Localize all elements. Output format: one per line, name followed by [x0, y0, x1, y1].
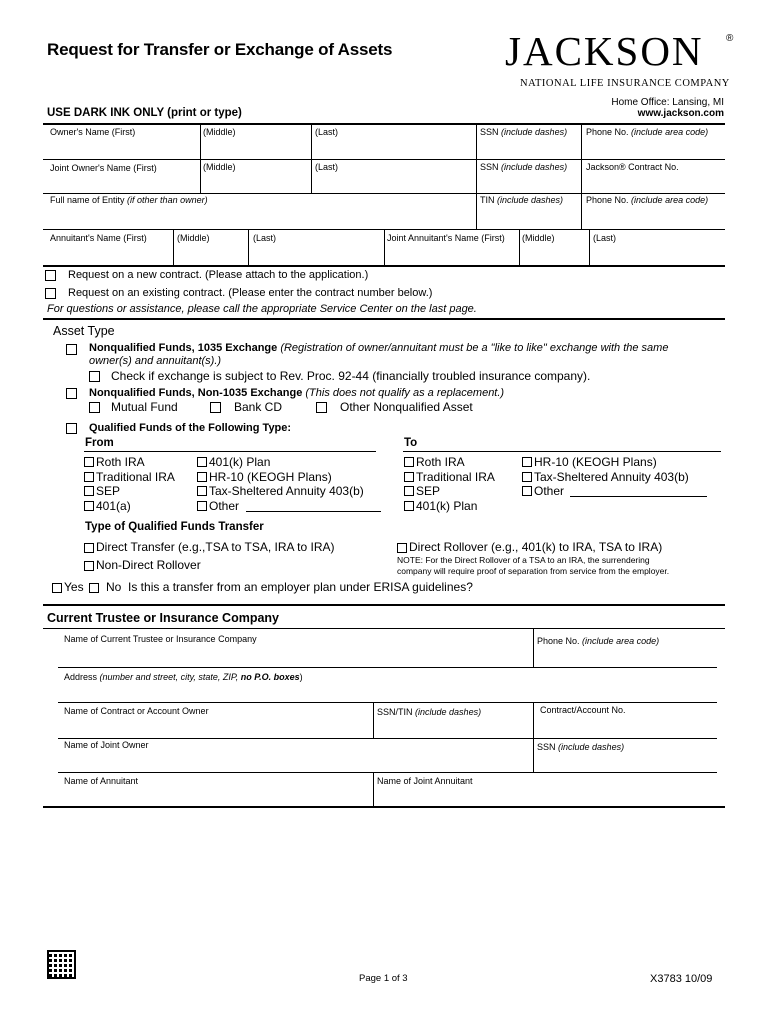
qualified-funds-heading: Qualified Funds of the Following Type:: [89, 422, 292, 434]
from-401a-checkbox[interactable]: [84, 501, 94, 511]
from-sep-label: SEP: [96, 484, 121, 498]
bank-cd-label: Bank CD: [234, 400, 283, 414]
rev-proc-label: Check if exchange is subject to Rev. Proc. 92-44 (financially troubled insurance company).: [111, 369, 591, 383]
home-office: Home Office: Lansing, MI: [611, 97, 724, 108]
erisa-no-checkbox[interactable]: [89, 583, 99, 593]
owner-ssn-label: SSN (include dashes): [480, 127, 568, 137]
new-contract-label: Request on a new contract. (Please attach to the application.): [68, 269, 369, 281]
annuitant-label: Name of Annuitant: [64, 776, 139, 786]
to-roth-ira-checkbox[interactable]: [404, 457, 414, 467]
owner-first-label: Owner's Name (First): [50, 127, 136, 137]
from-401k-label: 401(k) Plan: [209, 455, 271, 469]
to-roth-ira-label: Roth IRA: [416, 455, 465, 469]
entity-label: Full name of Entity (if other than owner): [50, 195, 208, 205]
annuitant-middle-label: (Middle): [177, 233, 210, 243]
to-other-label: Other: [534, 484, 565, 498]
from-hr10-label: HR-10 (KEOGH Plans): [209, 470, 332, 484]
erisa-yes-label: Yes: [64, 580, 84, 594]
joint-annuitant-middle-label: (Middle): [522, 233, 555, 243]
from-401k-checkbox[interactable]: [197, 457, 207, 467]
to-hr10-checkbox[interactable]: [522, 457, 532, 467]
nq-non1035-label: Nonqualified Funds, Non-1035 Exchange (This does not qualify as a replacement.): [89, 387, 505, 399]
from-traditional-ira-label: Traditional IRA: [96, 470, 175, 484]
erisa-yes-checkbox[interactable]: [52, 583, 62, 593]
joint-owner-ssn-label: SSN (include dashes): [537, 742, 625, 752]
trustee-address-label: Address (number and street, city, state, ZIP, no P.O. boxes): [64, 672, 303, 682]
to-sep-label: SEP: [416, 484, 441, 498]
to-other-checkbox[interactable]: [522, 486, 532, 496]
trustee-heading: Current Trustee or Insurance Company: [47, 611, 280, 625]
to-hr10-label: HR-10 (KEOGH Plans): [534, 455, 657, 469]
non-direct-rollover-label: Non-Direct Rollover: [96, 558, 201, 572]
owner-phone-label: Phone No. (include area code): [586, 127, 709, 137]
qualified-funds-checkbox[interactable]: [66, 423, 77, 434]
logo-registered-mark: ®: [726, 33, 734, 44]
to-heading: To: [404, 437, 418, 449]
direct-transfer-checkbox[interactable]: [84, 543, 94, 553]
joint-owner-first-label: Joint Owner's Name (First): [50, 163, 157, 173]
to-tsa-checkbox[interactable]: [522, 472, 532, 482]
tin-label: TIN (include dashes): [480, 195, 564, 205]
from-other-label: Other: [209, 499, 240, 513]
to-401k-label: 401(k) Plan: [416, 499, 478, 513]
other-nq-label: Other Nonqualified Asset: [340, 400, 473, 414]
direct-rollover-label: Direct Rollover (e.g., 401(k) to IRA, TSA to IRA): [409, 540, 663, 554]
to-tsa-label: Tax-Sheltered Annuity 403(b): [534, 470, 689, 484]
mutual-fund-label: Mutual Fund: [111, 400, 178, 414]
owner-last-label: (Last): [315, 127, 339, 137]
trustee-name-label: Name of Current Trustee or Insurance Company: [64, 634, 257, 644]
to-traditional-ira-label: Traditional IRA: [416, 470, 495, 484]
account-no-label: Contract/Account No.: [540, 705, 626, 715]
joint-owner-ssn-label: SSN (include dashes): [480, 162, 568, 172]
direct-rollover-checkbox[interactable]: [397, 543, 407, 553]
barcode-icon: [47, 950, 76, 979]
other-nq-checkbox[interactable]: [316, 402, 327, 413]
page-number: Page 1 of 3: [359, 973, 408, 984]
joint-annuitant-last-label: (Last): [593, 233, 617, 243]
erisa-no-label: No Is this a transfer from an employer plan under ERISA guidelines?: [106, 580, 473, 594]
joint-owner-label: Name of Joint Owner: [64, 740, 149, 750]
logo-subtitle: NATIONAL LIFE INSURANCE COMPANY: [520, 78, 730, 89]
to-401k-checkbox[interactable]: [404, 501, 414, 511]
joint-annuitant-first-label: Joint Annuitant's Name (First): [387, 233, 505, 243]
rev-proc-checkbox[interactable]: [89, 371, 100, 382]
non-direct-rollover-checkbox[interactable]: [84, 561, 94, 571]
assistance-note: For questions or assistance, please call the appropriate Service Center on the last page.: [47, 303, 477, 315]
from-heading: From: [85, 437, 114, 449]
mutual-fund-checkbox[interactable]: [89, 402, 100, 413]
form-id: X3783 10/09: [650, 973, 713, 985]
to-traditional-ira-checkbox[interactable]: [404, 472, 414, 482]
ssn-tin-label: SSN/TIN (include dashes): [377, 707, 482, 717]
ink-instruction: USE DARK INK ONLY (print or type): [47, 107, 242, 119]
new-contract-checkbox[interactable]: [45, 270, 56, 281]
from-hr10-checkbox[interactable]: [197, 472, 207, 482]
rollover-note-line1: NOTE: For the Direct Rollover of a TSA to an IRA, the surrendering: [397, 555, 650, 565]
nq-1035-checkbox[interactable]: [66, 344, 77, 355]
from-401a-label: 401(a): [96, 499, 131, 513]
to-other-input[interactable]: [570, 496, 707, 497]
website-link[interactable]: www.jackson.com: [637, 108, 724, 119]
transfer-type-heading: Type of Qualified Funds Transfer: [85, 521, 264, 533]
direct-transfer-label: Direct Transfer (e.g.,TSA to TSA, IRA to IRA): [96, 540, 335, 554]
joint-annuitant-label: Name of Joint Annuitant: [377, 776, 473, 786]
bank-cd-checkbox[interactable]: [210, 402, 221, 413]
from-tsa-checkbox[interactable]: [197, 486, 207, 496]
rollover-note-line2: company will require proof of separation from service from the employer.: [397, 566, 670, 576]
nq-1035-label: Nonqualified Funds, 1035 Exchange (Registration of owner/annuitant must be a "like to like" exchange with the same: [89, 342, 669, 354]
from-roth-ira-checkbox[interactable]: [84, 457, 94, 467]
to-sep-checkbox[interactable]: [404, 486, 414, 496]
from-other-checkbox[interactable]: [197, 501, 207, 511]
jackson-logo: JACKSON: [505, 28, 704, 74]
from-sep-checkbox[interactable]: [84, 486, 94, 496]
from-other-input[interactable]: [246, 511, 381, 512]
from-traditional-ira-checkbox[interactable]: [84, 472, 94, 482]
page-title: Request for Transfer or Exchange of Assets: [47, 40, 393, 59]
owner-middle-label: (Middle): [203, 127, 236, 137]
nq-1035-note: owner(s) and annuitant(s).): [89, 355, 222, 367]
from-tsa-label: Tax-Sheltered Annuity 403(b): [209, 484, 364, 498]
annuitant-first-label: Annuitant's Name (First): [50, 233, 147, 243]
contract-no-label: Jackson® Contract No.: [586, 162, 679, 172]
trustee-phone-label: Phone No. (include area code): [537, 636, 660, 646]
asset-type-heading: Asset Type: [53, 324, 115, 338]
joint-owner-middle-label: (Middle): [203, 162, 236, 172]
existing-contract-label: Request on an existing contract. (Please enter the contract number below.): [68, 287, 433, 299]
annuitant-last-label: (Last): [253, 233, 277, 243]
from-roth-ira-label: Roth IRA: [96, 455, 145, 469]
joint-owner-last-label: (Last): [315, 162, 339, 172]
nq-non1035-checkbox[interactable]: [66, 388, 77, 399]
existing-contract-checkbox[interactable]: [45, 288, 56, 299]
entity-phone-label: Phone No. (include area code): [586, 195, 709, 205]
account-owner-label: Name of Contract or Account Owner: [64, 706, 209, 716]
